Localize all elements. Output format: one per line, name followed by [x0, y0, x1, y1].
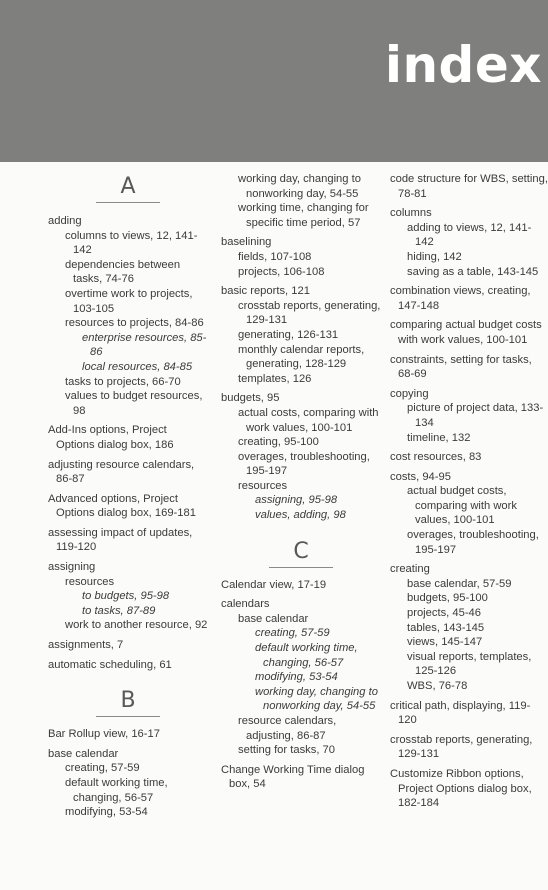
index-subentry: resource calendars, adjusting, 86-87 — [238, 715, 337, 742]
index-subentry: dependencies between tasks, 74-76 — [65, 258, 181, 286]
index-subentry: tasks to projects, 66-70 — [65, 375, 181, 388]
index-subentry: working time, changing for specific time period, 57 — [238, 202, 369, 229]
index-subentry: templates, 126 — [238, 372, 312, 385]
section-letter-c: C — [293, 538, 309, 564]
index-subentry: timeline, 132 — [407, 431, 471, 444]
index-subentry: monthly calendar reports, generating, 128-129 — [238, 343, 365, 371]
index-subentry: fields, 107-108 — [238, 250, 312, 263]
index-header-band — [0, 0, 548, 162]
index-column-2 — [221, 172, 381, 792]
index-subentry: values to budget resources, 98 — [65, 390, 203, 417]
index-subentry: budgets, 95-100 — [407, 592, 488, 605]
index-subentry: projects, 45-46 — [407, 607, 482, 620]
index-subentry: tables, 143-145 — [407, 621, 485, 634]
index-subentry: resources to projects, 84-86 — [65, 317, 204, 330]
index-entry: constraints, setting for tasks, 68-69 — [390, 353, 532, 381]
index-subentry: actual costs, comparing with work values, 100-101 — [238, 406, 379, 434]
index-entry: code structure for WBS, setting, 78-81 — [390, 173, 548, 200]
index-subentry: overtime work to projects, 103-105 — [65, 287, 193, 315]
index-subsubentry: creating, 57-59 — [255, 627, 330, 640]
index-subentry: base calendar — [238, 612, 309, 625]
index-subentry: actual budget costs, comparing with work values, 100-101 — [407, 485, 517, 527]
index-subsubentry: enterprise resources, 85-86 — [82, 331, 207, 359]
index-entry: costs, 94-95 — [390, 470, 451, 483]
index-subentry: working day, changing to nonworking day, 54-55 — [238, 173, 361, 200]
index-entry: adding — [48, 215, 82, 227]
index-subentry: work to another resource, 92 — [65, 619, 208, 632]
index-subentry: overages, troubleshooting, 195-197 — [238, 450, 370, 478]
index-subsubentry: local resources, 84-85 — [82, 360, 193, 373]
index-entry: cost resources, 83 — [390, 451, 482, 464]
index-subsubentry: to tasks, 87-89 — [82, 604, 156, 617]
index-subentry: overages, troubleshooting, 195-197 — [407, 529, 539, 556]
index-entry: assignments, 7 — [48, 639, 124, 652]
index-subentry: resources — [65, 575, 115, 588]
index-entry: Customize Ribbon options, Project Options dialog box, 182-184 — [390, 767, 532, 810]
index-entry: Calendar view, 17-19 — [221, 578, 327, 591]
page-title: index — [384, 36, 542, 94]
index-entry: combination views, creating, 147-148 — [390, 285, 531, 312]
index-subsubentry: values, adding, 98 — [255, 509, 346, 522]
index-subentry: crosstab reports, generating, 129-131 — [238, 299, 381, 327]
index-subentry: WBS, 76-78 — [407, 680, 468, 692]
index-entry: comparing actual budget costs with work values, 100-101 — [390, 319, 542, 346]
index-entry: budgets, 95 — [221, 392, 280, 405]
index-entry: automatic scheduling, 61 — [48, 658, 172, 671]
index-entry: crosstab reports, generating, 129-131 — [390, 733, 533, 761]
index-entry: Advanced options, Project Options dialog box, 169-181 — [48, 492, 196, 520]
index-subentry: generating, 126-131 — [238, 328, 339, 341]
index-subsubentry: default working time, changing, 56-57 — [255, 642, 358, 669]
index-entry: assigning — [48, 561, 96, 574]
index-entry: baselining — [221, 236, 272, 249]
section-letter-b: B — [120, 688, 136, 714]
index-subentry: hiding, 142 — [407, 250, 462, 263]
index-subentry: setting for tasks, 70 — [238, 744, 336, 757]
index-subentry: creating, 95-100 — [238, 436, 319, 449]
index-entry: critical path, displaying, 119-120 — [390, 699, 531, 727]
index-subentry: default working time, changing, 56-57 — [65, 777, 168, 804]
index-subentry: columns to views, 12, 141-142 — [65, 229, 198, 257]
index-column-1 — [48, 172, 208, 820]
index-subentry: adding to views, 12, 141-142 — [407, 221, 532, 249]
index-subentry: visual reports, templates, 125-126 — [407, 650, 532, 678]
index-subentry: saving as a table, 143-145 — [407, 265, 539, 278]
index-entry: assessing impact of updates, 119-120 — [48, 526, 193, 554]
index-subsubentry: to budgets, 95-98 — [82, 590, 170, 603]
index-entry: Add-Ins options, Project Options dialog box, 186 — [48, 424, 174, 451]
index-subentry: projects, 106-108 — [238, 265, 325, 278]
index-subsubentry: modifying, 53-54 — [255, 671, 338, 684]
index-subentry: views, 145-147 — [407, 636, 483, 649]
index-subsubentry: assigning, 95-98 — [255, 494, 338, 507]
index-entry: base calendar — [48, 747, 119, 760]
index-subentry: modifying, 53-54 — [65, 806, 148, 819]
index-subentry: base calendar, 57-59 — [407, 577, 512, 590]
index-entry: basic reports, 121 — [221, 285, 310, 298]
index-entry: adjusting resource calendars, 86-87 — [48, 458, 195, 486]
index-subsubentry: working day, changing to nonworking day, 54-55 — [255, 685, 378, 713]
index-entry: Bar Rollup view, 16-17 — [48, 728, 160, 741]
index-entry: calendars — [221, 598, 270, 611]
index-entry: Change Working Time dialog box, 54 — [221, 763, 365, 791]
index-subentry: picture of project data, 133-134 — [407, 402, 544, 429]
index-subentry: resources — [238, 479, 288, 492]
section-letter-a: A — [120, 174, 136, 199]
index-entry: copying — [390, 387, 429, 400]
index-entry: creating — [390, 563, 430, 576]
index-entry: columns — [390, 207, 432, 220]
index-column-3 — [390, 172, 548, 811]
index-subentry: creating, 57-59 — [65, 762, 140, 775]
